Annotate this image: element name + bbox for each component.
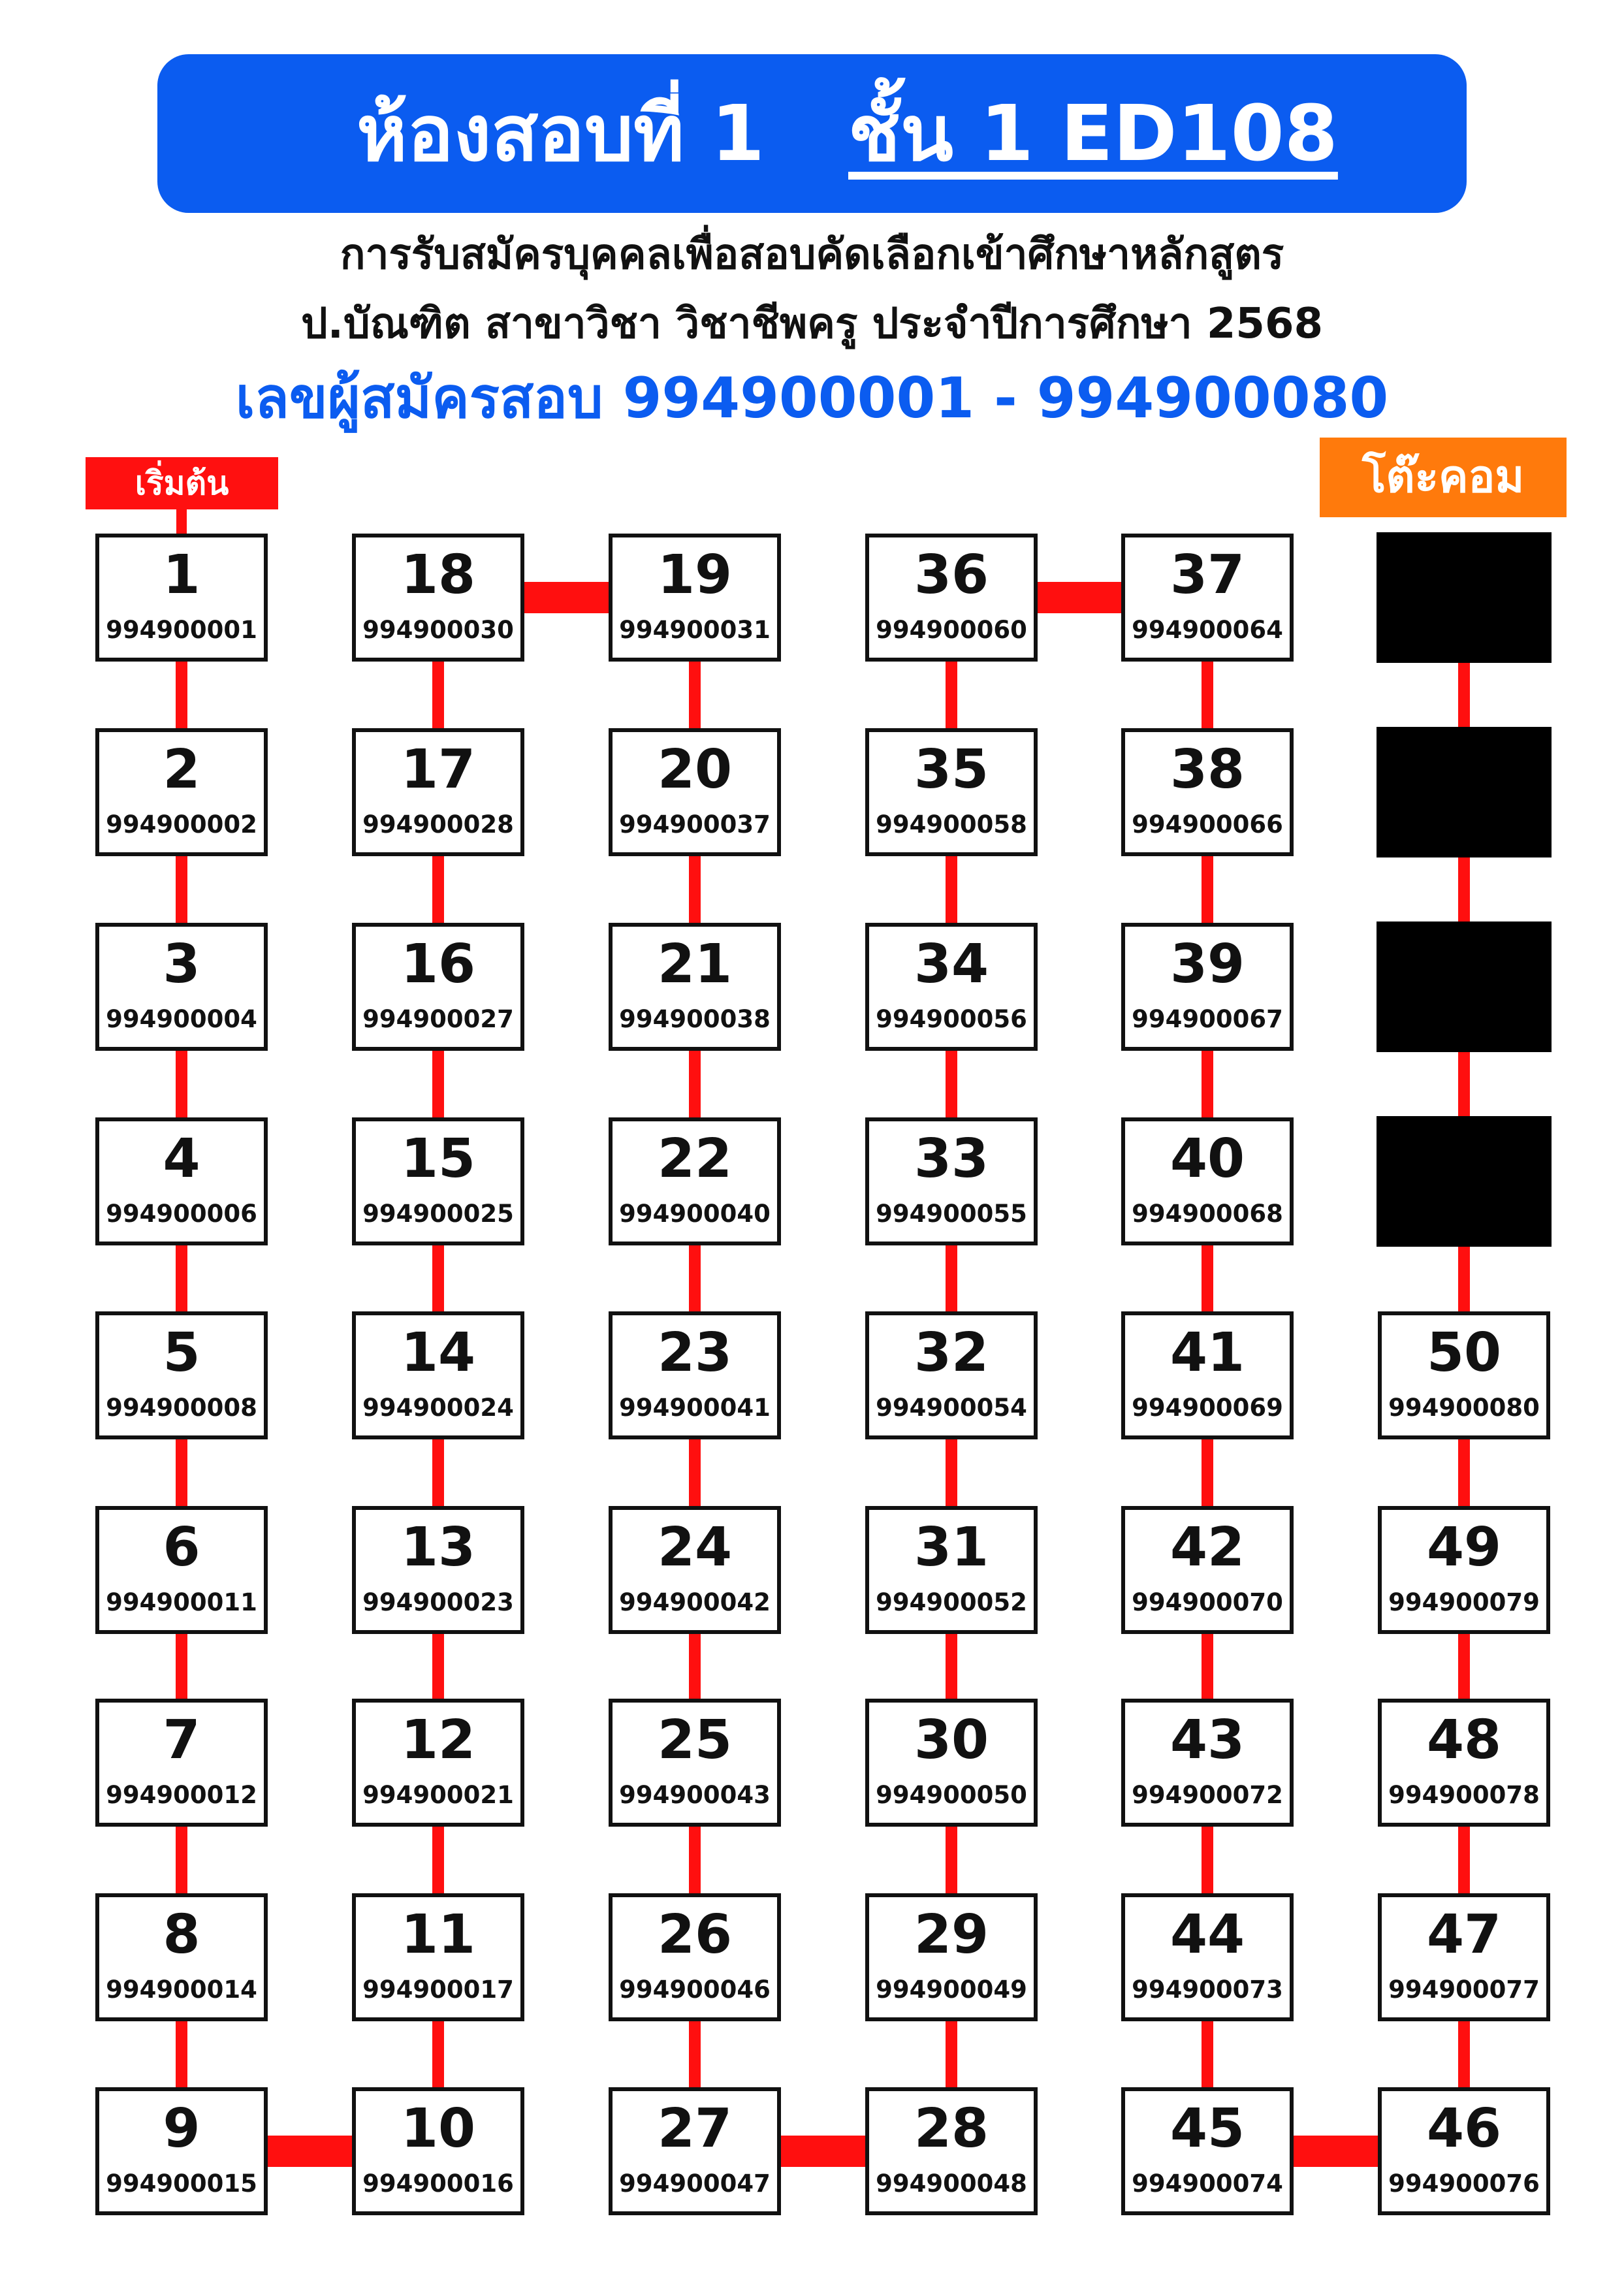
seat-box <box>609 1311 781 1439</box>
blocked-seat <box>1377 921 1552 1052</box>
seat-number: 24 <box>657 1516 733 1578</box>
path-connector <box>1458 1439 1470 1506</box>
applicant-id: 994900004 <box>106 1005 257 1033</box>
program-year-subtitle: ป.บัณฑิต สาขาวิชา วิชาชีพครู ประจำปีการศึกษา 2568 <box>301 300 1323 348</box>
seat-number: 17 <box>400 739 476 801</box>
applicant-id: 994900008 <box>106 1394 257 1422</box>
title-banner <box>157 54 1467 213</box>
seat-number: 19 <box>657 544 733 606</box>
seat-box <box>865 534 1038 662</box>
applicant-id: 994900038 <box>619 1005 771 1033</box>
applicant-id: 994900015 <box>106 2170 257 2198</box>
path-connector <box>689 1634 701 1699</box>
path-connector <box>176 509 187 534</box>
seat-box <box>609 2087 781 2215</box>
applicant-id: 994900050 <box>876 1781 1027 1809</box>
applicant-id: 994900006 <box>106 1200 257 1228</box>
seat-number: 26 <box>657 1904 733 1966</box>
seat-number: 15 <box>400 1128 476 1190</box>
seat-box <box>352 1699 524 1827</box>
seat-box <box>1121 1117 1294 1245</box>
seat-box <box>95 923 268 1051</box>
seat-number: 6 <box>163 1516 200 1578</box>
seat-box <box>95 534 268 662</box>
seat-number: 33 <box>914 1128 989 1190</box>
applicant-id: 994900048 <box>876 2170 1027 2198</box>
applicant-id: 994900060 <box>876 616 1027 644</box>
seat-number: 14 <box>400 1322 476 1384</box>
path-connector <box>946 1827 957 1893</box>
seat-number: 16 <box>400 933 476 995</box>
applicant-id: 994900047 <box>619 2170 771 2198</box>
seat-box <box>609 1893 781 2021</box>
seat-box <box>95 728 268 856</box>
seat-box <box>352 1117 524 1245</box>
applicant-id: 994900069 <box>1132 1394 1283 1422</box>
applicant-id: 994900072 <box>1132 1781 1283 1809</box>
seat-box <box>865 2087 1038 2215</box>
seat-box <box>865 728 1038 856</box>
applicant-id: 994900067 <box>1132 1005 1283 1033</box>
seat-number: 3 <box>163 933 200 995</box>
applicant-id: 994900024 <box>362 1394 514 1422</box>
path-connector <box>1458 856 1470 923</box>
path-connector <box>1202 662 1213 728</box>
seat-box <box>95 1506 268 1634</box>
seat-box <box>865 1893 1038 2021</box>
seat-number: 2 <box>163 739 200 801</box>
seat-number: 41 <box>1170 1322 1245 1384</box>
seat-number: 42 <box>1170 1516 1245 1578</box>
seat-number: 7 <box>163 1709 200 1771</box>
applicant-id: 994900078 <box>1388 1781 1540 1809</box>
staff-desk-tag: โต๊ะคอม <box>1320 438 1567 517</box>
seat-box <box>1121 923 1294 1051</box>
applicant-id: 994900056 <box>876 1005 1027 1033</box>
applicant-id: 994900027 <box>362 1005 514 1033</box>
seat-box <box>1378 2087 1550 2215</box>
path-connector <box>689 856 701 923</box>
seat-box <box>865 1117 1038 1245</box>
seat-box <box>1121 1893 1294 2021</box>
seat-box <box>1121 534 1294 662</box>
seat-box <box>1121 1506 1294 1634</box>
room-title: ห้องสอบที่ 1 <box>357 88 765 178</box>
path-connector <box>946 1634 957 1699</box>
path-connector <box>176 2021 187 2087</box>
applicant-id: 994900046 <box>619 1976 771 2004</box>
seat-number: 36 <box>914 544 989 606</box>
path-connector <box>1458 1051 1470 1117</box>
path-connector <box>1458 662 1470 728</box>
seat-number: 11 <box>400 1904 476 1966</box>
path-connector <box>524 582 609 613</box>
seat-number: 49 <box>1426 1516 1502 1578</box>
applicant-id: 994900068 <box>1132 1200 1283 1228</box>
path-connector <box>1202 1634 1213 1699</box>
seat-box <box>865 923 1038 1051</box>
seat-box <box>95 1311 268 1439</box>
seat-number: 35 <box>914 739 989 801</box>
applicant-id: 994900058 <box>876 810 1027 839</box>
seat-number: 25 <box>657 1709 733 1771</box>
seat-number: 34 <box>914 933 989 995</box>
start-tag: เริ่มต้น <box>86 457 278 509</box>
applicant-id: 994900016 <box>362 2170 514 2198</box>
seat-box <box>609 1506 781 1634</box>
seat-box <box>95 2087 268 2215</box>
path-connector <box>689 1051 701 1117</box>
path-connector <box>946 1439 957 1506</box>
applicant-id: 994900049 <box>876 1976 1027 2004</box>
path-connector <box>432 2021 444 2087</box>
path-connector <box>432 1051 444 1117</box>
blocked-seat <box>1377 727 1552 857</box>
path-connector <box>268 2136 352 2167</box>
seat-box <box>352 534 524 662</box>
applicant-id: 994900043 <box>619 1781 771 1809</box>
path-connector <box>432 856 444 923</box>
seat-number: 37 <box>1170 544 1245 606</box>
seat-number: 13 <box>400 1516 476 1578</box>
applicant-id: 994900014 <box>106 1976 257 2004</box>
seat-number: 8 <box>163 1904 200 1966</box>
seat-number: 12 <box>400 1709 476 1771</box>
path-connector <box>432 1439 444 1506</box>
seat-box <box>609 728 781 856</box>
applicant-id: 994900052 <box>876 1588 1027 1616</box>
seat-number: 46 <box>1426 2098 1502 2160</box>
applicant-id: 994900031 <box>619 616 771 644</box>
seat-number: 5 <box>163 1322 200 1384</box>
seat-number: 50 <box>1426 1322 1502 1384</box>
seat-box <box>609 1699 781 1827</box>
seat-number: 40 <box>1170 1128 1245 1190</box>
path-connector <box>1458 1634 1470 1699</box>
seat-number: 20 <box>657 739 733 801</box>
seat-number: 10 <box>400 2098 476 2160</box>
path-connector <box>176 1051 187 1117</box>
applicant-id: 994900076 <box>1388 2170 1540 2198</box>
seat-box <box>1378 1506 1550 1634</box>
seat-number: 48 <box>1426 1709 1502 1771</box>
seat-number: 43 <box>1170 1709 1245 1771</box>
path-connector <box>1458 1827 1470 1893</box>
applicant-id: 994900025 <box>362 1200 514 1228</box>
applicant-id: 994900028 <box>362 810 514 839</box>
seat-number: 38 <box>1170 739 1245 801</box>
path-connector <box>689 662 701 728</box>
path-connector <box>176 856 187 923</box>
blocked-seat <box>1377 1116 1552 1247</box>
seat-box <box>1121 2087 1294 2215</box>
seat-number: 29 <box>914 1904 989 1966</box>
seat-box <box>352 728 524 856</box>
seat-box <box>95 1893 268 2021</box>
seat-box <box>352 2087 524 2215</box>
applicant-id: 994900064 <box>1132 616 1283 644</box>
seat-number: 23 <box>657 1322 733 1384</box>
program-subtitle: การรับสมัครบุคคลเพื่อสอบคัดเลือกเข้าศึกษาหลักสูตร <box>340 231 1284 279</box>
path-connector <box>946 662 957 728</box>
applicant-id: 994900054 <box>876 1394 1027 1422</box>
seat-box <box>1378 1893 1550 2021</box>
applicant-id: 994900066 <box>1132 810 1283 839</box>
seat-box <box>865 1699 1038 1827</box>
path-connector <box>1202 1439 1213 1506</box>
room-location: ชั้น 1 ED108 <box>848 88 1338 178</box>
path-connector <box>176 1439 187 1506</box>
seat-box <box>1378 1311 1550 1439</box>
path-connector <box>946 2021 957 2087</box>
path-connector <box>1458 2021 1470 2087</box>
seat-box <box>95 1117 268 1245</box>
blocked-seat <box>1377 532 1552 663</box>
applicant-id: 994900002 <box>106 810 257 839</box>
seat-number: 31 <box>914 1516 989 1578</box>
seat-box <box>1121 1699 1294 1827</box>
path-connector <box>689 1245 701 1311</box>
seat-number: 9 <box>163 2098 200 2160</box>
path-connector <box>946 1051 957 1117</box>
applicant-id: 994900030 <box>362 616 514 644</box>
applicant-id: 994900012 <box>106 1781 257 1809</box>
path-connector <box>432 1634 444 1699</box>
seat-number: 18 <box>400 544 476 606</box>
path-connector <box>432 1245 444 1311</box>
seat-number: 1 <box>163 544 200 606</box>
path-connector <box>1294 2136 1378 2167</box>
seat-box <box>865 1506 1038 1634</box>
applicant-id: 994900042 <box>619 1588 771 1616</box>
seat-box <box>1121 728 1294 856</box>
path-connector <box>1202 1051 1213 1117</box>
path-connector <box>946 856 957 923</box>
path-connector <box>1202 856 1213 923</box>
applicant-id: 994900073 <box>1132 1976 1283 2004</box>
path-connector <box>1202 1245 1213 1311</box>
seat-number: 45 <box>1170 2098 1245 2160</box>
seat-box <box>1121 1311 1294 1439</box>
path-connector <box>432 662 444 728</box>
seat-number: 21 <box>657 933 733 995</box>
applicant-id: 994900017 <box>362 1976 514 2004</box>
seat-number: 4 <box>163 1128 200 1190</box>
applicant-id: 994900077 <box>1388 1976 1540 2004</box>
path-connector <box>1038 582 1121 613</box>
applicant-range: เลขผู้สมัครสอบ 994900001 - 994900080 <box>235 366 1389 431</box>
seat-box <box>1378 1699 1550 1827</box>
seat-box <box>95 1699 268 1827</box>
seat-box <box>352 1311 524 1439</box>
applicant-id: 994900037 <box>619 810 771 839</box>
path-connector <box>432 1827 444 1893</box>
applicant-id: 994900070 <box>1132 1588 1283 1616</box>
seat-number: 32 <box>914 1322 989 1384</box>
applicant-id: 994900080 <box>1388 1394 1540 1422</box>
path-connector <box>946 1245 957 1311</box>
seat-number: 39 <box>1170 933 1245 995</box>
seat-number: 28 <box>914 2098 989 2160</box>
seat-number: 47 <box>1426 1904 1502 1966</box>
applicant-id: 994900023 <box>362 1588 514 1616</box>
path-connector <box>176 1827 187 1893</box>
path-connector <box>781 2136 865 2167</box>
seat-box <box>609 923 781 1051</box>
seat-number: 44 <box>1170 1904 1245 1966</box>
applicant-id: 994900040 <box>619 1200 771 1228</box>
seat-box <box>609 1117 781 1245</box>
path-connector <box>689 1827 701 1893</box>
path-connector <box>176 662 187 728</box>
seat-number: 30 <box>914 1709 989 1771</box>
applicant-id: 994900021 <box>362 1781 514 1809</box>
seat-number: 22 <box>657 1128 733 1190</box>
applicant-id: 994900055 <box>876 1200 1027 1228</box>
applicant-id: 994900074 <box>1132 2170 1283 2198</box>
seat-box <box>609 534 781 662</box>
seat-box <box>352 923 524 1051</box>
seat-box <box>352 1893 524 2021</box>
path-connector <box>176 1634 187 1699</box>
path-connector <box>1202 1827 1213 1893</box>
path-connector <box>1458 1245 1470 1311</box>
path-connector <box>689 2021 701 2087</box>
applicant-id: 994900011 <box>106 1588 257 1616</box>
seat-box <box>865 1311 1038 1439</box>
applicant-id: 994900001 <box>106 616 257 644</box>
path-connector <box>689 1439 701 1506</box>
path-connector <box>176 1245 187 1311</box>
applicant-id: 994900041 <box>619 1394 771 1422</box>
applicant-id: 994900079 <box>1388 1588 1540 1616</box>
seat-box <box>352 1506 524 1634</box>
seat-number: 27 <box>657 2098 733 2160</box>
path-connector <box>1202 2021 1213 2087</box>
